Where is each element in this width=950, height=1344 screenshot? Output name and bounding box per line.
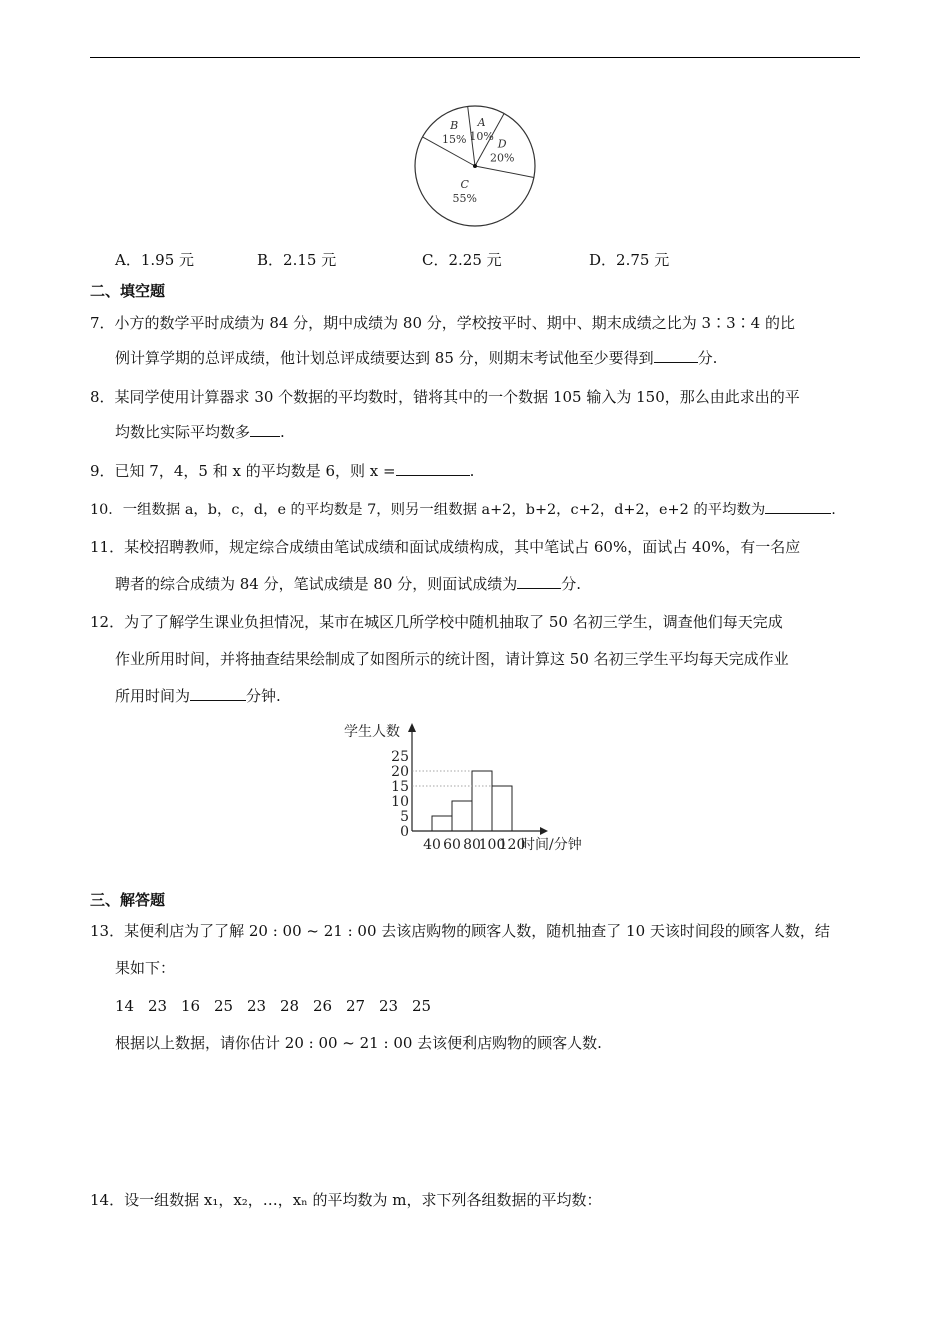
x-tick-label: 120 [498,837,526,853]
x-tick-label: 80 [463,837,481,853]
q8-line2: 均数比实际平均数多 . [115,423,285,441]
option-d: D．2.75 元 [589,251,670,269]
y-axis-label: 学生人数 [344,724,400,740]
q8-line1: 8．某同学使用计算器求 30 个数据的平均数时，错将其中的一个数据 105 输入为 150，那么由此求出的平 [90,388,800,406]
pie-label-a: A [477,115,486,129]
option-c: C．2.25 元 [422,251,502,269]
pie-percent-d: 20% [489,151,515,165]
header-rule [90,57,860,58]
pie-label-b: B [450,119,459,133]
q11-line1: 11．某校招聘教师，规定综合成绩由笔试成绩和面试成绩构成，其中笔试占 60%，面试占 40%，有一名应 [90,538,801,556]
y-tick-label: 15 [391,779,409,795]
pie-label-d: D [497,137,507,151]
q7-line2: 例计算学期的总评成绩，他计划总评成绩要达到 85 分，则期末考试他至少要得到 分. [115,349,718,367]
q13-data-value: 23 [148,997,168,1015]
q13-line4: 根据以上数据，请你估计 20 : 00 ~ 21 : 00 去该便利店购物的顾客人数. [115,1034,602,1052]
histogram-chart [340,718,610,858]
pie-chart [400,98,550,238]
histogram-bar [472,771,492,831]
option-a: A．1.95 元 [115,251,195,269]
pie-slice-edge-c [475,166,534,177]
section-answer-title: 三、解答题 [90,891,166,909]
y-tick-label: 25 [391,749,409,765]
q13-line1: 13．某便利店为了了解 20 : 00 ~ 21 : 00 去该店购物的顾客人数，随机抽查了 10 天该时间段的顾客人数，结 [90,922,830,940]
option-b: B．2.15 元 [257,251,337,269]
q13-data-value: 25 [412,997,432,1015]
y-tick-label: 10 [391,794,409,810]
q10-line: 10．一组数据 a，b，c，d，e 的平均数是 7，则另一组数据 a+2，b+2，c+2，d+2，e+2 的平均数为 . [90,499,836,520]
q9-line: 9．已知 7，4，5 和 x 的平均数是 6，则 x = . [90,462,475,480]
q13-data-value: 23 [379,997,399,1015]
q12-line1: 12．为了了解学生课业负担情况，某市在城区几所学校中随机抽取了 50 名初三学生，调查他们每天完成 [90,613,783,631]
q12-answer-blank[interactable] [190,686,246,701]
q13-line2: 果如下： [115,959,176,977]
q12-line2: 作业所用时间，并将抽查结果绘制成了如图所示的统计图，请计算这 50 名初三学生平均每天完成作业 [115,650,789,668]
x-axis-arrow [540,827,548,835]
y-axis-arrow [408,723,416,732]
q11-line2: 聘者的综合成绩为 84 分，笔试成绩是 80 分，则面试成绩为 分. [115,575,582,593]
q7-line1: 7．小方的数学平时成绩为 84 分，期中成绩为 80 分，学校按平时、期中、期末成绩之比为 3∶3∶4 的比 [90,314,795,332]
q13-data-values [115,996,445,1016]
x-tick-label: 40 [423,837,441,853]
y-tick-label: 20 [391,764,409,780]
q12-line3: 所用时间为 分钟. [115,687,281,705]
pie-center [473,164,477,168]
q13-data-value: 27 [346,997,366,1015]
q8-answer-blank[interactable] [250,422,280,437]
q11-answer-blank[interactable] [517,574,561,589]
pie-percent-c: 55% [452,192,477,206]
pie-percent-b: 15% [441,133,467,147]
section-fill-in-title: 二、填空题 [90,282,166,300]
pie-percent-a: 10% [469,129,494,143]
y-tick-label: 0 [400,824,409,840]
histogram-bar [492,786,512,831]
q13-data-value: 23 [247,997,267,1015]
q13-data-value: 28 [280,997,300,1015]
q7-answer-blank[interactable] [654,348,698,363]
x-axis-label: 时间/分钟 [521,837,582,853]
y-tick-label: 5 [400,809,409,825]
histogram-bar [432,816,452,831]
x-tick-label: 60 [443,837,461,853]
q9-answer-blank[interactable] [396,461,470,476]
x-tick-label: 100 [478,837,506,853]
q13-data-value: 14 [115,997,135,1015]
q13-data-value: 16 [181,997,201,1015]
histogram-bar [452,801,472,831]
q13-data-value: 26 [313,997,333,1015]
q10-answer-blank[interactable] [765,499,831,514]
pie-label-c: C [460,178,469,192]
q13-data-value: 25 [214,997,234,1015]
q14-line1: 14．设一组数据 x₁，x₂，…，xₙ 的平均数为 m，求下列各组数据的平均数： [90,1191,602,1209]
